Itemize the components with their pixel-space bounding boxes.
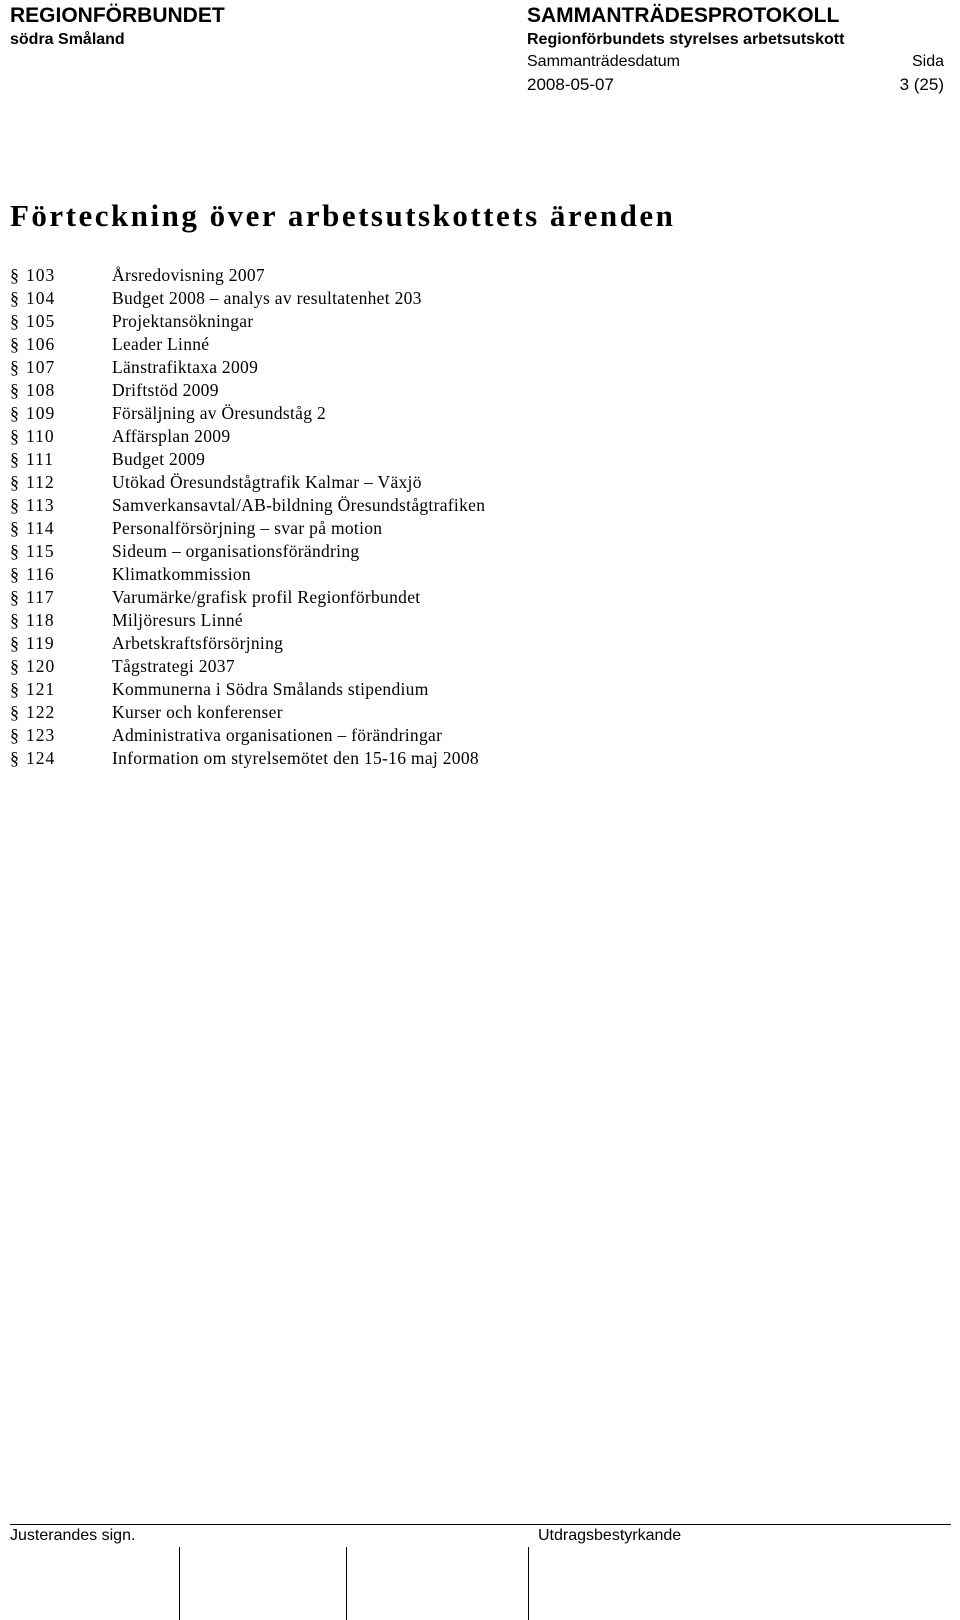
list-item (10, 632, 485, 655)
extract-verification-label: Utdragsbestyrkande (538, 1527, 682, 1544)
list-item (10, 494, 485, 517)
section-symbol: § (10, 426, 19, 446)
section-symbol: § (10, 656, 19, 676)
section-symbol: § (10, 403, 19, 423)
item-number: 114 (26, 518, 55, 538)
section-symbol: § (10, 725, 19, 745)
section-symbol: § (10, 288, 19, 308)
section-symbol: § (10, 748, 19, 768)
section-symbol: § (10, 334, 19, 354)
item-title: Sideum – organisationsförändring (112, 541, 360, 561)
committee-name: Regionförbundets styrelses arbetsutskott (527, 31, 845, 48)
item-number: 124 (26, 748, 56, 768)
item-title: Affärsplan 2009 (112, 426, 231, 446)
list-item (10, 655, 485, 678)
item-number: 105 (26, 311, 56, 331)
section-symbol: § (10, 587, 19, 607)
item-title: Leader Linné (112, 334, 210, 354)
list-item (10, 471, 485, 494)
agenda-list (10, 264, 485, 770)
item-title: Länstrafiktaxa 2009 (112, 357, 259, 377)
item-number: 117 (26, 587, 55, 607)
list-item (10, 701, 485, 724)
list-item (10, 425, 485, 448)
list-item (10, 747, 485, 770)
item-title: Varumärke/grafisk profil Regionförbundet (112, 587, 421, 607)
signature-footer (10, 1524, 951, 1620)
item-title: Driftstöd 2009 (112, 380, 219, 400)
item-title: Kommunerna i Södra Smålands stipendium (112, 679, 429, 699)
signature-divider (346, 1547, 347, 1620)
item-number: 107 (26, 357, 56, 377)
section-symbol: § (10, 472, 19, 492)
list-item (10, 333, 485, 356)
item-title: Tågstrategi 2037 (112, 656, 235, 676)
item-title: Projektansökningar (112, 311, 254, 331)
list-item (10, 264, 485, 287)
list-item (10, 586, 485, 609)
signature-divider (179, 1547, 180, 1620)
signature-divider (528, 1547, 529, 1620)
item-number: 103 (26, 265, 56, 285)
item-title: Försäljning av Öresundståg 2 (112, 403, 326, 423)
item-number: 113 (26, 495, 55, 515)
meeting-date: 2008-05-07 (527, 75, 614, 94)
item-title: Budget 2009 (112, 449, 206, 469)
list-item (10, 540, 485, 563)
section-symbol: § (10, 702, 19, 722)
item-number: 112 (26, 472, 55, 492)
page-label: Sida (911, 53, 944, 70)
item-number: 109 (26, 403, 56, 423)
item-number: 116 (26, 564, 55, 584)
item-number: 120 (26, 656, 56, 676)
signature-label: Justerandes sign. (10, 1527, 136, 1544)
item-number: 104 (26, 288, 56, 308)
list-item (10, 379, 485, 402)
item-number: 122 (26, 702, 56, 722)
section-symbol: § (10, 380, 19, 400)
item-title: Administrativa organisationen – förändringar (112, 725, 443, 745)
item-number: 106 (26, 334, 56, 354)
section-symbol: § (10, 518, 19, 538)
item-title: Budget 2008 – analys av resultatenhet 203 (112, 288, 422, 308)
organization-subtitle: södra Småland (10, 31, 125, 48)
section-symbol: § (10, 495, 19, 515)
list-item (10, 563, 485, 586)
item-title: Personalförsörjning – svar på motion (112, 518, 383, 538)
list-item (10, 609, 485, 632)
meeting-date-label: Sammanträdesdatum (527, 53, 680, 70)
item-number: 119 (26, 633, 55, 653)
section-symbol: § (10, 265, 19, 285)
section-symbol: § (10, 679, 19, 699)
item-number: 110 (26, 426, 55, 446)
item-title: Information om styrelsemötet den 15-16 maj 2008 (112, 748, 479, 768)
item-title: Arbetskraftsförsörjning (112, 633, 284, 653)
item-title: Utökad Öresundstågtrafik Kalmar – Växjö (112, 472, 422, 492)
item-title: Klimatkommission (112, 564, 251, 584)
page-title: Förteckning över arbetsutskottets ärenden (10, 198, 676, 233)
list-item (10, 517, 485, 540)
item-number: 123 (26, 725, 56, 745)
list-item (10, 356, 485, 379)
list-item (10, 310, 485, 333)
section-symbol: § (10, 541, 19, 561)
section-symbol: § (10, 633, 19, 653)
document-type: SAMMANTRÄDESPROTOKOLL (527, 4, 840, 27)
list-item (10, 678, 485, 701)
list-item (10, 402, 485, 425)
item-number: 118 (26, 610, 55, 630)
item-title: Miljöresurs Linné (112, 610, 243, 630)
page-number: 3 (25) (899, 75, 944, 94)
section-symbol: § (10, 449, 19, 469)
section-symbol: § (10, 357, 19, 377)
section-symbol: § (10, 610, 19, 630)
list-item (10, 448, 485, 471)
section-symbol: § (10, 311, 19, 331)
item-number: 108 (26, 380, 56, 400)
organization-name: REGIONFÖRBUNDET (10, 4, 225, 27)
list-item (10, 724, 485, 747)
item-title: Kurser och konferenser (112, 702, 283, 722)
item-number: 115 (26, 541, 55, 561)
section-symbol: § (10, 564, 19, 584)
item-number: 111 (26, 449, 54, 469)
list-item (10, 287, 485, 310)
item-title: Årsredovisning 2007 (112, 265, 265, 285)
item-title: Samverkansavtal/AB-bildning Öresundstågtrafiken (112, 495, 486, 515)
item-number: 121 (26, 679, 56, 699)
